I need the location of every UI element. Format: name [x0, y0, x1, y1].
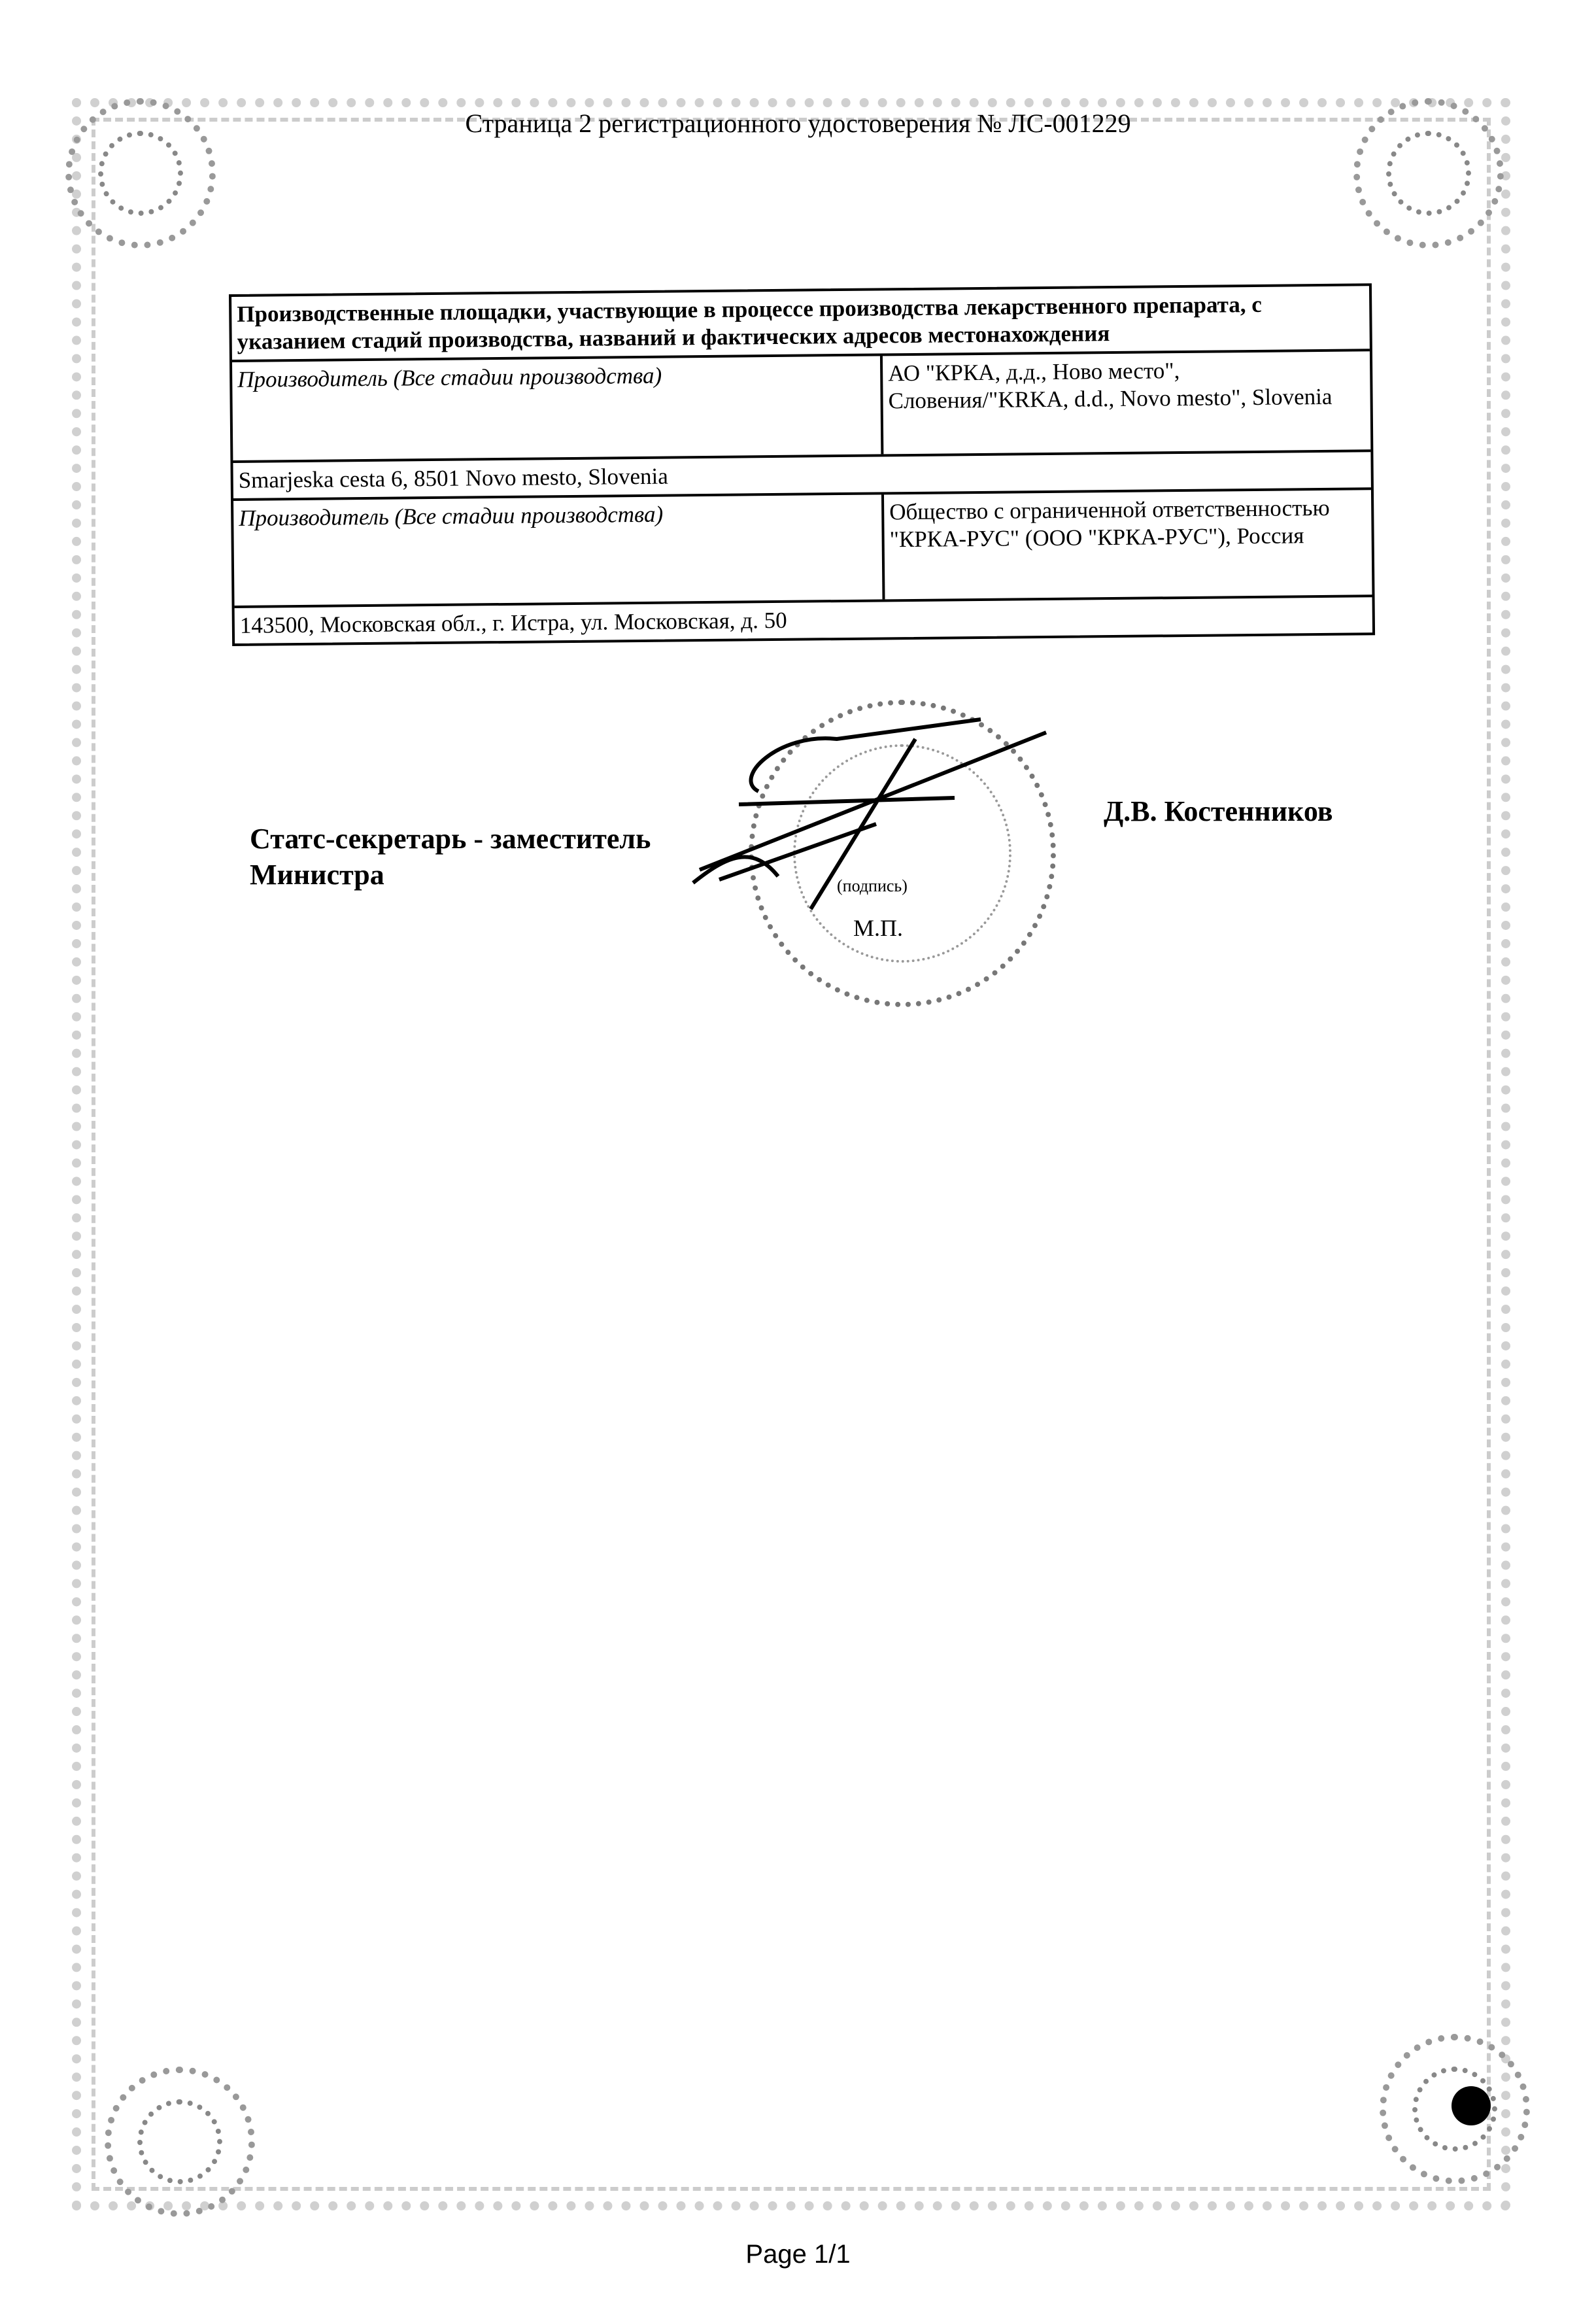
signatory-title: [250, 821, 651, 893]
signatory-title-line2: Министра: [250, 859, 384, 891]
production-sites-table: [229, 283, 1375, 646]
hole-punch-mark: [1452, 2086, 1491, 2125]
page-header: Страница 2 регистрационного удостоверения № ЛС-001229: [465, 109, 1131, 138]
stamp-place-label: М.П.: [853, 915, 904, 941]
handwritten-signature: [680, 713, 1138, 961]
address-cell: 143500, Московская обл., г. Истра, ул. Московская, д. 50: [239, 607, 787, 638]
manufacturer-name-cell: Общество с ограниченной ответственностью "КРКА-РУС" (ООО "КРКА-РУС"), Россия: [889, 494, 1330, 553]
table-title: Производственные площадки, участвующие в процессе производства лекарственного препарата, с указанием стадий производства, названий и фактических адресов местонахождения: [237, 291, 1262, 354]
role-cell: Производитель (Все стадии производства): [232, 356, 883, 460]
role-cell: Производитель (Все стадии производства): [233, 494, 885, 606]
signatory-name: Д.В. Костенников: [1104, 795, 1333, 827]
corner-rosette-icon: [105, 2067, 255, 2217]
signatory-title-line1: Статс-секретарь - заместитель: [250, 823, 651, 855]
signature-caption: (подпись): [837, 876, 908, 895]
address-cell: Smarjeska cesta 6, 8501 Novo mesto, Slovenia: [238, 463, 668, 493]
page-footer: Page 1/1: [745, 2240, 851, 2269]
manufacturer-name-cell: АО "КРКА, д.д., Ново место", Словения/"KRKA, d.d., Novo mesto", Slovenia: [888, 358, 1333, 414]
